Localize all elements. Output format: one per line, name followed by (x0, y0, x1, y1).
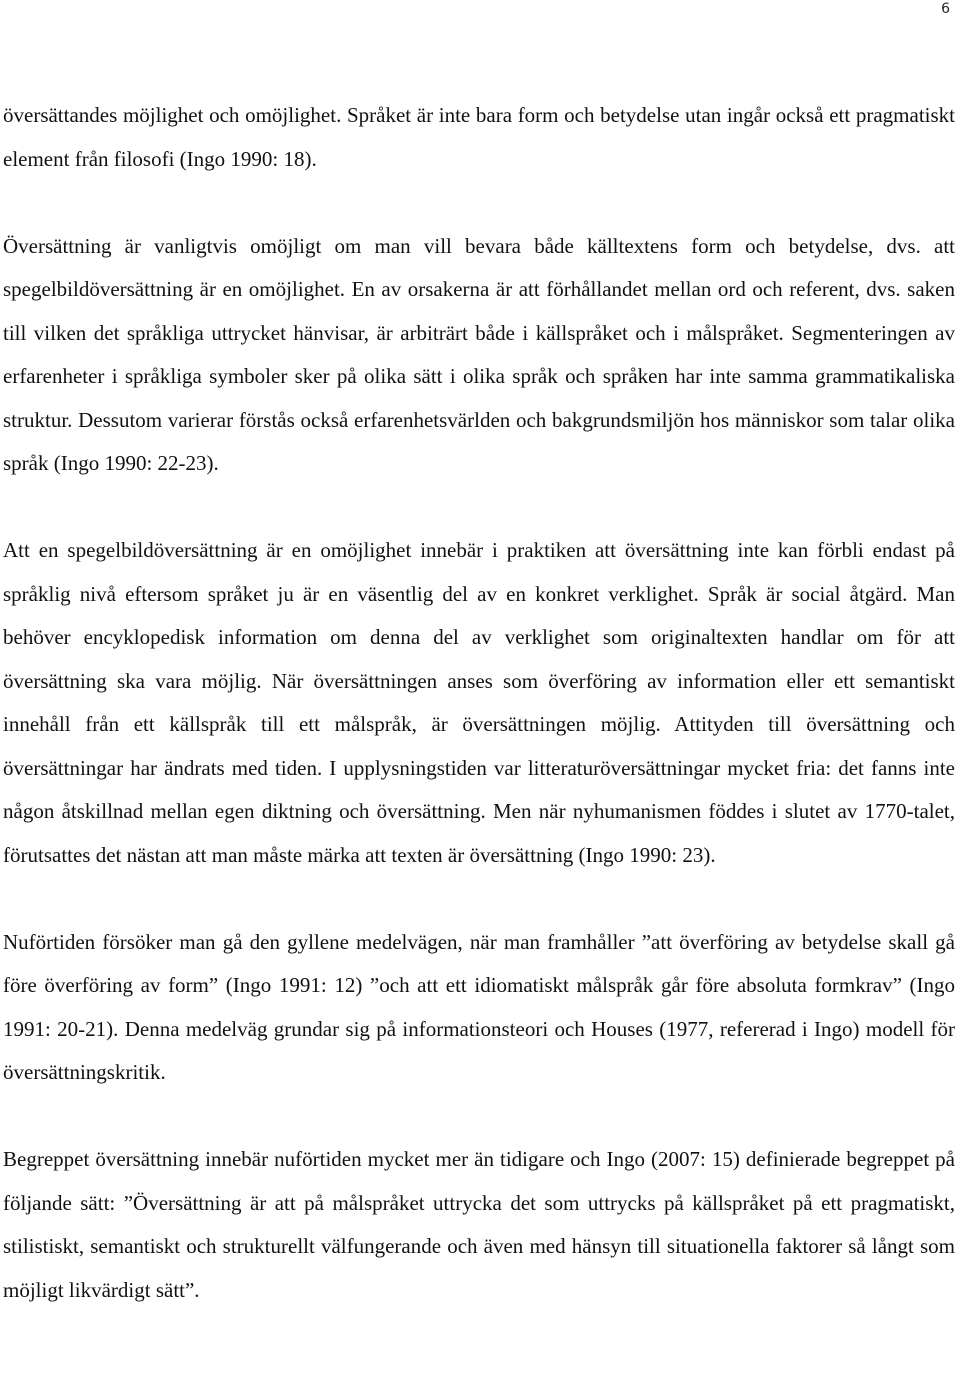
paragraph: översättandes möjlighet och omöjlighet. Språket är inte bara form och betydelse utan ingår också ett pragmatiskt element från filosofi (Ingo 1990: 18). (3, 103, 955, 171)
paragraph: Översättning är vanligtvis omöjligt om man vill bevara både källtextens form och betydelse, dvs. att spegelbildöversättning är en omöjlighet. En av orsakerna är att förhållandet mellan ord och referent, dvs. saken till vilken det språkliga uttrycket hänvisar, är arbiträrt både i källspråket och i målspråket. Segmenteringen av erfarenheter i språkliga symboler sker på olika sätt i olika språk och språken har inte samma grammatikaliska struktur. Dessutom varierar förstås också erfarenhetsvärlden och bakgrundsmiljön hos människor som talar olika språk (Ingo 1990: 22-23). (3, 233, 955, 475)
document-body (3, 94, 955, 1312)
page-number: 6 (941, 1, 950, 17)
paragraph: Nuförtiden försöker man gå den gyllene medelvägen, när man framhåller ”att överföring av betydelse skall gå före överföring av form” (Ingo 1991: 12) ”och att ett idiomatiskt målspråk går före absoluta formkrav” (Ingo 1991: 20-21). Denna medelväg grundar sig på informationsteori och Houses (1977, refererad i Ingo) modell för översättningskritik. (3, 929, 955, 1084)
paragraph: Att en spegelbildöversättning är en omöjlighet innebär i praktiken att översättning inte kan förbli endast på språklig nivå eftersom språket ju är en väsentlig del av en konkret verklighet. Språk är social åtgärd. Man behöver encyklopedisk information om denna del av verklighet som originaltexten handlar om för att översättning ska vara möjlig. När översättningen anses som överföring av information eller ett semantiskt innehåll från ett källspråk till ett målspråk, är översättningen möjlig. Attityden till översättning och översättningar har ändrats med tiden. I upplysningstiden var litteraturöversättningar mycket fria: det fanns inte någon åtskillnad mellan egen diktning och översättning. Men när nyhumanismen föddes i slutet av 1770-talet, förutsattes det nästan att man måste märka att texten är översättning (Ingo 1990: 23). (3, 538, 955, 867)
paragraph: Begreppet översättning innebär nuförtiden mycket mer än tidigare och Ingo (2007: 15) definierade begreppet på följande sätt: ”Översättning är att på målspråket uttrycka det som uttrycks på källspråket på ett pragmatiskt, stilistiskt, semantiskt och strukturellt välfungerande och även med hänsyn till situationella faktorer så långt som möjligt likvärdigt sätt”. (3, 1147, 955, 1302)
